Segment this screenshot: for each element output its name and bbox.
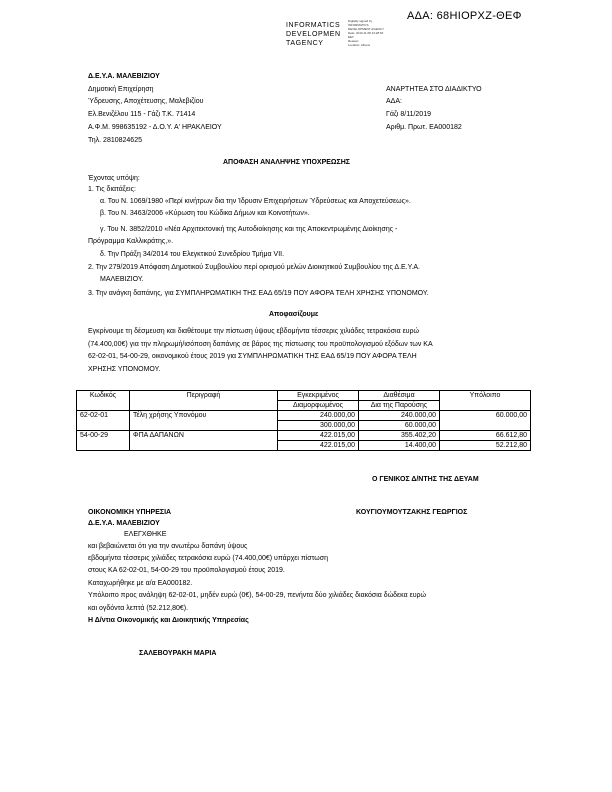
header-right-line: Αριθμ. Πρωτ. ΕΑ000182 [386,124,462,131]
table-row [77,441,531,451]
cell: 60.000,00 [440,411,531,421]
cell: 62-02-01 [77,411,130,421]
cell: 240.000,00 [359,411,440,421]
list-item: α. Του Ν. 1069/1980 «Περί κινήτρων δια την Ίδρυσιν Επιχειρήσεων Ύδρεύσεως και Αποχετεύσεως». [100,198,411,205]
page-title: ΑΠΟΦΑΣΗ ΑΝΑΛΗΨΗΣ ΥΠΟΧΡΕΩΣΗΣ [223,159,350,166]
closing-line: και βεβαιώνεται ότι για την ανωτέρω δαπάνη ύψους [88,543,248,550]
decide-line: ΧΡΗΣΗΣ ΥΠΟΝΟΜΟΥ. [88,366,161,373]
cell: 422.015,00 [278,431,359,441]
seal-line: Digitally signed by [348,19,373,23]
seal-line: EET [348,35,354,39]
header-right-line: ΑΔΑ: [386,98,402,105]
logo-line: TAGENCY [286,40,324,47]
cell [77,441,130,451]
cell: 52.212,80 [440,441,531,451]
closing-line: Υπόλοιπο προς ανάληψη 62-02-01, μηδέν ευρώ (0€), 54-00-29, πενήντα δύο χιλιάδες διακόσια δώδεκα ευρώ [88,592,426,599]
intro-text: Έχοντας υπόψη: [88,175,140,182]
cell: Τέλη χρήσης Υπονόμου [130,411,278,421]
col-header: Εγκεκριμένος [278,391,359,401]
col-header: Υπόλοιπο [440,391,531,401]
list-item: 3. Την ανάγκη δαπάνης, για ΣΥΜΠΛΗΡΩΜΑΤΙΚΗ ΤΗΣ ΕΑΔ 65/19 ΠΟΥ ΑΦΟΡΑ ΤΕΛΗ ΧΡΗΣΗΣ ΥΠΟΝΟΜΟΥ. [88,290,429,297]
org-name-sign: Δ.Ε.Υ.Α. ΜΑΛΕΒΙΖΙΟΥ [88,520,160,527]
header-left-line: Δημοτική Επιχείρηση [88,86,154,93]
closing-line: Καταχωρήθηκε με α/α ΕΑ000182. [88,580,193,587]
list-item: 1. Τις διατάξεις: [88,186,136,193]
col-header: Περιγραφή [130,391,278,401]
col-subheader [77,401,130,411]
col-subheader: Δια της Παρούσης [359,401,440,411]
director-name: ΚΟΥΓΙΟΥΜΟΥΤΖΑΚΗΣ ΓΕΩΡΓΙΟΣ [356,509,468,516]
signer-name: ΣΑΛΕΒΟΥΡΑΚΗ ΜΑΡΙΑ [139,650,217,657]
list-item: Πρόγραμμα Καλλικράτης,». [88,238,174,245]
decide-title: Αποφασίζουμε [269,311,319,318]
closing-line: στους ΚΑ 62-02-01, 54-00-29 του προϋπολογισμού έτους 2019. [88,567,285,574]
logo-line: DEVELOPMEN [286,31,341,38]
closing-line: εβδομήντα τέσσερις χιλιάδες τετρακόσια ευρώ (74.400,00€) υπάρχει πίστωση [88,555,328,562]
col-subheader [130,401,278,411]
seal-line: DEVELOPMENT AGENCY [348,27,384,31]
cell: 300.000,00 [278,421,359,431]
list-item: γ. Του Ν. 3852/2010 «Νέα Αρχιτεκτονική της Αυτοδιοίκησης και της Αποκεντρωμένης Διοίκησης - [100,226,398,233]
table-row [77,411,531,421]
header-left-line: Ελ.Βενιζέλου 115 - Γάζι Τ.Κ. 71414 [88,111,196,118]
cell: 240.000,00 [278,411,359,421]
header-left-line: Ύδρευσης, Αποχέτευσης, Μαλεβιζίου [88,98,204,105]
header-left-line: Α.Φ.Μ. 998635192 - Δ.Ο.Υ. Α' ΗΡΑΚΛΕΙΟΥ [88,124,222,131]
digital-signature-seal [348,19,408,63]
cell: 54-00-29 [77,431,130,441]
list-item: δ. Την Πράξη 34/2014 του Ελεγκτικού Συνεδρίου Τμήμα VII. [100,251,285,258]
decide-line: Εγκρίνουμε τη δέσμευση και διαθέτουμε την πίστωση ύψους εβδομήντα τέσσερις χιλιάδες τετρακόσια ευρώ [88,328,419,335]
header-left-line: Τηλ. 2810824625 [88,137,142,144]
cell: 66.612,80 [440,431,531,441]
col-subheader [440,401,531,411]
col-header: Κωδικός [77,391,130,401]
cell [130,421,278,431]
cell [77,421,130,431]
table-header-row [77,391,531,401]
cell: 355.402,20 [359,431,440,441]
closing-line: και ογδόντα λεπτά (52.212,80€). [88,605,189,612]
table-subheader-row [77,401,531,411]
cell: 60.000,00 [359,421,440,431]
cell: 422.015,00 [278,441,359,451]
seal-line: Reason: [348,39,360,43]
seal-line: Location: Athens [348,43,371,47]
finance-director-label: Η Δ/ντια Οικονομικής και Διοικητικής Υπηρεσίας [88,617,249,624]
header-right-line: ΑΝΑΡΤΗΤΕΑ ΣΤΟ ΔΙΑΔΙΚΤΥΟ [386,86,482,93]
seal-line: Date: 2019.11.08 13:28:52 [348,31,384,35]
list-item: 2. Την 279/2019 Απόφαση Δημοτικού Συμβουλίου περί ορισμού μελών Διοικητικού Συμβουλίου της Δ.Ε.Υ.Α. [88,264,420,271]
finance-service-label: ΟΙΚΟΝΟΜΙΚΗ ΥΠΗΡΕΣΙΑ [88,509,172,516]
col-header: Διαθέσιμα [359,391,440,401]
ada-code: ΑΔΑ: 68ΗΙΟΡΧΖ-ΘΕΦ [407,10,522,22]
decide-line: 62-02-01, 54-00-29, οικονομικού έτους 2019 για ΣΥΜΠΛΗΡΩΜΑΤΙΚΗ ΤΗΣ ΕΑΔ 65/19 ΠΟΥ ΑΦΟΡΑ ΤΕΛΗ [88,353,417,360]
logo-line: INFORMATICS [286,22,341,29]
informatics-logo [286,21,344,47]
checked-label: ΕΛΕΓΧΘΗΚΕ [124,531,167,538]
header-right-line: Γάζι 8/11/2019 [386,111,431,118]
general-director-label: Ο ΓΕΝΙΚΟΣ Δ/ΝΤΗΣ ΤΗΣ ΔΕΥΑΜ [372,476,479,483]
org-name: Δ.Ε.Υ.Α. ΜΑΛΕΒΙΖΙΟΥ [88,73,160,80]
table-row [77,431,531,441]
cell: ΦΠΑ ΔΑΠΑΝΩΝ [130,431,278,441]
cell [440,421,531,431]
cell: 14.400,00 [359,441,440,451]
cell [130,441,278,451]
seal-line: INFORMATICS [348,23,369,27]
col-subheader: Διαμορφωμένος [278,401,359,411]
decide-line: (74.400,00€) για την πληρωμή/ισόποση δαπάνης σε βάρος της πίστωσης του προϋπολογισμού εξόδων των ΚΑ [88,341,433,348]
table-row [77,421,531,431]
budget-table [76,390,531,451]
list-item: β. Του Ν. 3463/2006 «Κύρωση του Κώδικα Δήμων και Κοινοτήτων». [100,210,310,217]
list-item: ΜΑΛΕΒΙΖΙΟΥ. [100,276,144,283]
